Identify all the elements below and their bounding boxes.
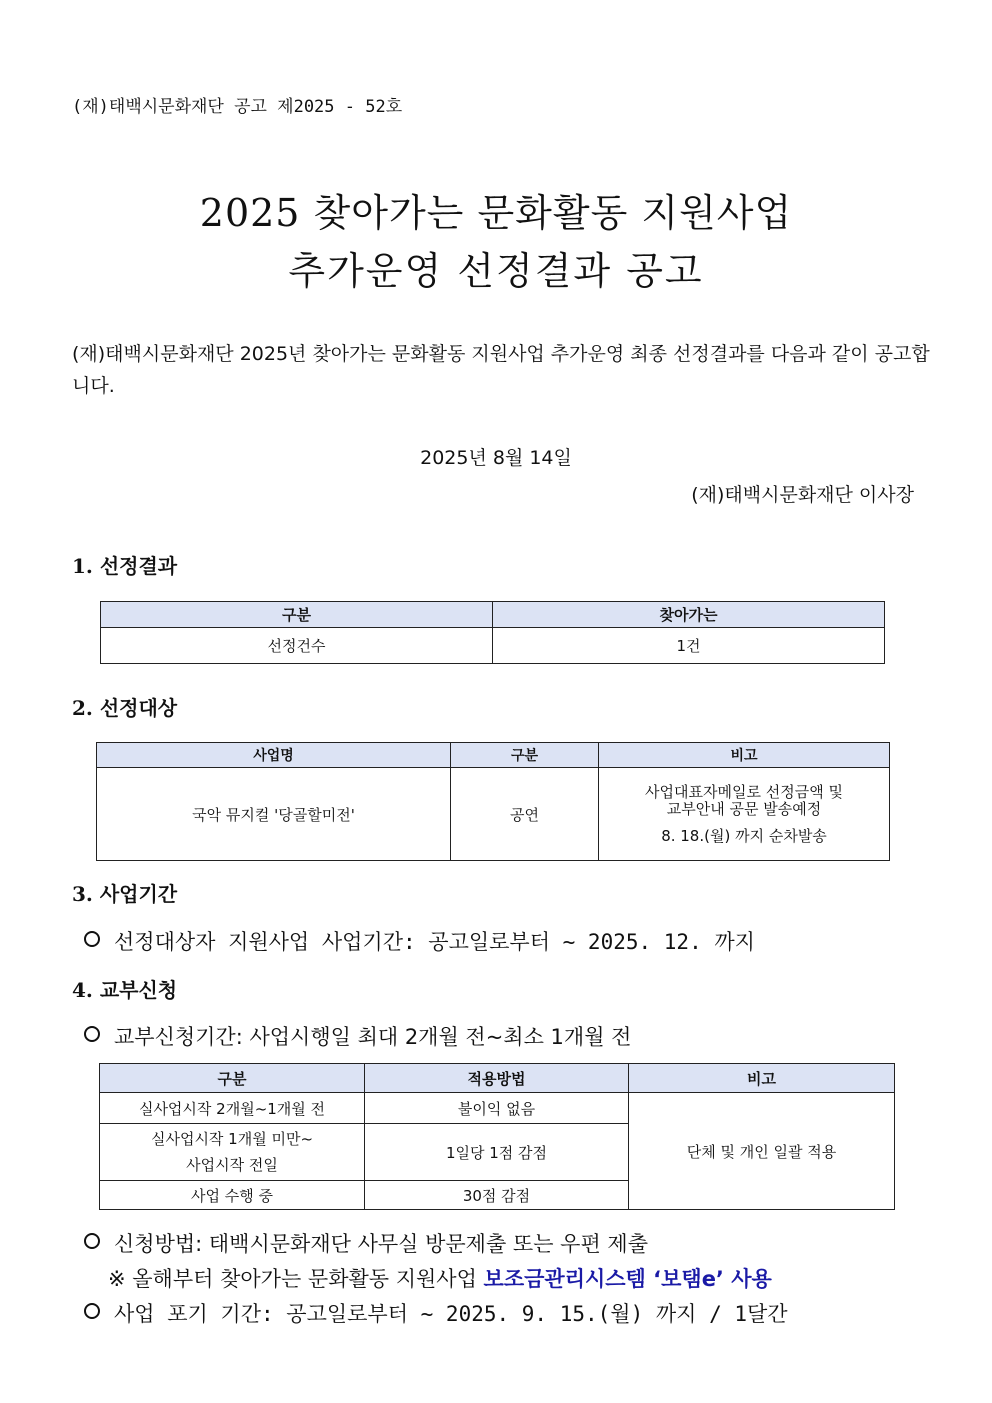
header-category: 구분 [101, 602, 493, 628]
system-notice [108, 1263, 772, 1293]
cell-category-line-1: 실사업시작 1개월 미만~ [150, 1130, 314, 1148]
cell-category: 실사업시작 2개월~1개월 전 [100, 1093, 365, 1124]
application-method-text: 신청방법: 태백시문화재단 사무실 방문제출 또는 우편 제출 [114, 1232, 648, 1256]
grant-period-text: 교부신청기간: 사업시행일 최대 2개월 전~최소 1개월 전 [114, 1025, 632, 1049]
circle-bullet-icon [84, 931, 100, 947]
cell-category-line-2: 사업시작 전일 [186, 1156, 278, 1174]
cell-note: 단체 및 개인 일괄 적용 [629, 1093, 895, 1210]
header-category: 구분 [100, 1064, 365, 1093]
section-3-heading: 3. 사업기간 [72, 882, 178, 906]
withdrawal-period-text: 사업 포기 기간: 공고일로부터 ~ 2025. 9. 15.(월) 까지 / 1달간 [114, 1302, 788, 1326]
cell-project-name: 국악 뮤지컬 '당골할미전' [97, 768, 451, 861]
project-period-text: 선정대상자 지원사업 사업기간: 공고일로부터 ~ 2025. 12. 까지 [114, 930, 755, 954]
signer: (재)태백시문화재단 이사장 [691, 484, 914, 506]
circle-bullet-icon [84, 1303, 100, 1319]
note-line-2: 교부안내 공문 발송예정 [666, 799, 822, 818]
table-header-row [97, 743, 890, 768]
note-line-3: 8. 18.(월) 까지 순차발송 [661, 826, 827, 845]
section-4-heading: 4. 교부신청 [72, 978, 178, 1002]
project-period-bullet [84, 926, 755, 956]
system-notice-prefix: ※ 올해부터 찾아가는 문화활동 지원사업 [108, 1267, 484, 1291]
table-row [97, 768, 890, 861]
title-line-2: 추가운영 선정결과 공고 [288, 249, 704, 293]
circle-bullet-icon [84, 1026, 100, 1042]
note-line-1: 사업대표자메일로 선정금액 및 [645, 782, 843, 801]
cell-note [599, 768, 890, 861]
withdrawal-period-bullet [84, 1298, 788, 1328]
penalty-table [99, 1063, 895, 1210]
cell-method: 불이익 없음 [365, 1093, 629, 1124]
section-2-heading: 2. 선정대상 [72, 696, 178, 720]
section-1-heading: 1. 선정결과 [72, 554, 178, 578]
cell-method: 1일당 1점 감점 [365, 1124, 629, 1181]
cell-label: 선정건수 [101, 628, 493, 664]
circle-bullet-icon [84, 1233, 100, 1249]
application-method-bullet [84, 1228, 648, 1258]
table-header-row [100, 1064, 895, 1093]
table-row [101, 628, 885, 664]
cell-type: 공연 [451, 768, 599, 861]
header-method: 적용방법 [365, 1064, 629, 1093]
header-type: 구분 [451, 743, 599, 768]
document-number: (재)태백시문화재단 공고 제2025 - 52호 [72, 97, 403, 117]
header-project-name: 사업명 [97, 743, 451, 768]
cell-count: 1건 [493, 628, 885, 664]
cell-category [100, 1124, 365, 1181]
selection-target-table [96, 742, 890, 861]
title-line-1: 2025 찾아가는 문화활동 지원사업 [199, 191, 793, 235]
cell-category: 사업 수행 중 [100, 1181, 365, 1210]
grant-period-bullet [84, 1021, 631, 1051]
selection-result-table [100, 601, 885, 664]
system-notice-emphasis: 보조금관리시스템 ‘보탬e’ 사용 [483, 1267, 772, 1291]
table-header-row [101, 602, 885, 628]
cell-method: 30점 감점 [365, 1181, 629, 1210]
intro-paragraph: (재)태백시문화재단 2025년 찾아가는 문화활동 지원사업 추가운영 최종 선정결과를 다음과 같이 공고합니다. [72, 343, 930, 397]
table-row [100, 1093, 895, 1124]
header-note: 비고 [599, 743, 890, 768]
announcement-date: 2025년 8월 14일 [420, 447, 572, 469]
header-note: 비고 [629, 1064, 895, 1093]
header-visiting: 찾아가는 [493, 602, 885, 628]
